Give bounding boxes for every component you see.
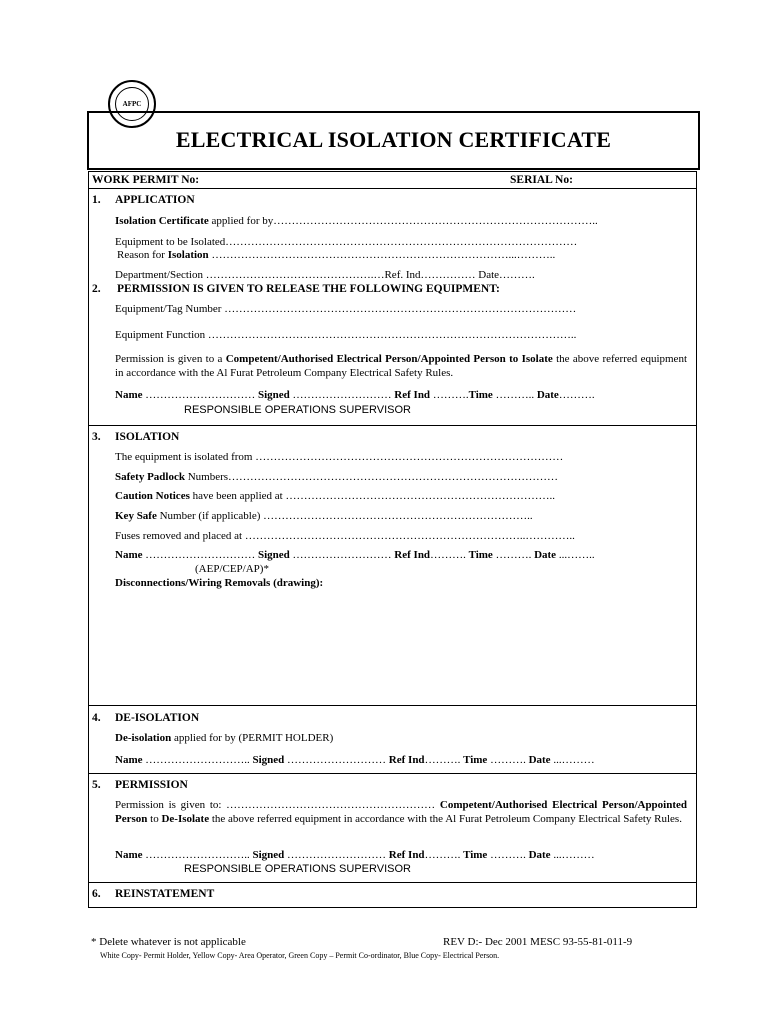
section-3-heading: ISOLATION — [115, 431, 180, 443]
caution-notices-line: Caution Notices have been applied at ……………………………………………………………….. — [115, 490, 555, 502]
isolation-certificate-line: Isolation Certificate applied for by…………………………………………………………………………….. — [115, 215, 598, 227]
section-6-heading: REINSTATEMENT — [115, 888, 215, 900]
section-4-number: 4. — [92, 712, 101, 724]
divider — [89, 425, 696, 426]
section-2-number: 2. — [92, 283, 101, 295]
serial-label: SERIAL No: — [510, 174, 573, 186]
page-title: ELECTRICAL ISOLATION CERTIFICATE — [175, 127, 612, 152]
fuses-line: Fuses removed and placed at …………………………………………………………………..………….. — [115, 530, 575, 542]
aep-cep-ap-label: (AEP/CEP/AP)* — [195, 563, 269, 575]
reason-isolation-line: Reason for Isolation ………………………………………………………………………...……….. — [117, 249, 556, 261]
department-line: Department/Section ……………………………………….…Ref. Ind…………… Date………. — [115, 269, 535, 281]
company-seal-text: AFPC — [115, 87, 149, 121]
section-5-role: RESPONSIBLE OPERATIONS SUPERVISOR — [184, 863, 411, 875]
section-5-signature-line: Name ……………………….. Signed ……………………… Ref Ind………. Time ………. Date ...……… — [115, 849, 595, 861]
divider — [89, 882, 696, 883]
title-box — [87, 111, 700, 170]
section-5-number: 5. — [92, 779, 101, 791]
section-2-heading: PERMISSION IS GIVEN TO RELEASE THE FOLLOWING EQUIPMENT: — [117, 283, 500, 295]
safety-padlock-line: Safety Padlock Numbers……………………………………………………………………………… — [115, 471, 559, 483]
certificate-form — [88, 171, 697, 908]
footer-revision: REV D:- Dec 2001 MESC 93-55-81-011-9 — [443, 936, 633, 948]
section-4-heading: DE-ISOLATION — [115, 712, 200, 724]
isolated-from-line: The equipment is isolated from ………………………………………………………………………… — [115, 451, 564, 463]
key-safe-line: Key Safe Number (if applicable) ……………………………………………………………….. — [115, 510, 533, 522]
section-6-number: 6. — [92, 888, 101, 900]
section-3-number: 3. — [92, 431, 101, 443]
section-1-number: 1. — [92, 194, 101, 206]
work-permit-label: WORK PERMIT No: — [92, 174, 200, 186]
section-2-role: RESPONSIBLE OPERATIONS SUPERVISOR — [184, 404, 411, 416]
divider — [89, 705, 696, 706]
section-4-signature-line: Name ……………………….. Signed ……………………… Ref Ind………. Time ………. Date ...……… — [115, 754, 595, 766]
permission-paragraph: Permission is given to a Competent/Authorised Electrical Person/Appointed Person to Isolate the above referred equipment in accordance with the Al Furat Petroleum Company Electrical Safety Rules. — [115, 353, 687, 379]
divider — [89, 773, 696, 774]
section-1-heading: APPLICATION — [115, 194, 195, 206]
section-2-signature-line: Name ………………………… Signed ……………………… Ref Ind ……….Time ……….. Date………. — [115, 389, 595, 401]
de-isolate-permission-paragraph: Permission is given to: ………………………………………………… Competent/Authorised Electrical Person/Appointed Person to De-Isolate the above referred equipment in accordance with the Al Furat Petroleum Company Electrical Safety Rules. — [115, 799, 688, 825]
equipment-isolated-line: Equipment to be Isolated…………………………………………………………………………………… — [115, 236, 578, 248]
footer-copies: White Copy- Permit Holder, Yellow Copy- Area Operator, Green Copy – Permit Co-ordinator, Blue Copy- Electrical Person. — [100, 951, 500, 960]
disconnections-label: Disconnections/Wiring Removals (drawing): — [115, 577, 324, 589]
footer-note: * Delete whatever is not applicable — [91, 936, 246, 948]
tag-number-line: Equipment/Tag Number …………………………………………………………………………………… — [115, 303, 577, 315]
section-5-heading: PERMISSION — [115, 779, 188, 791]
section-3-signature-line: Name ………………………… Signed ……………………… Ref Ind………. Time ………. Date ...…….. — [115, 549, 595, 561]
equipment-function-line: Equipment Function ……………………………………………………………………………………….. — [115, 329, 577, 341]
de-isolation-line: De-isolation applied for by (PERMIT HOLDER) — [115, 732, 334, 744]
form-header — [89, 172, 696, 189]
